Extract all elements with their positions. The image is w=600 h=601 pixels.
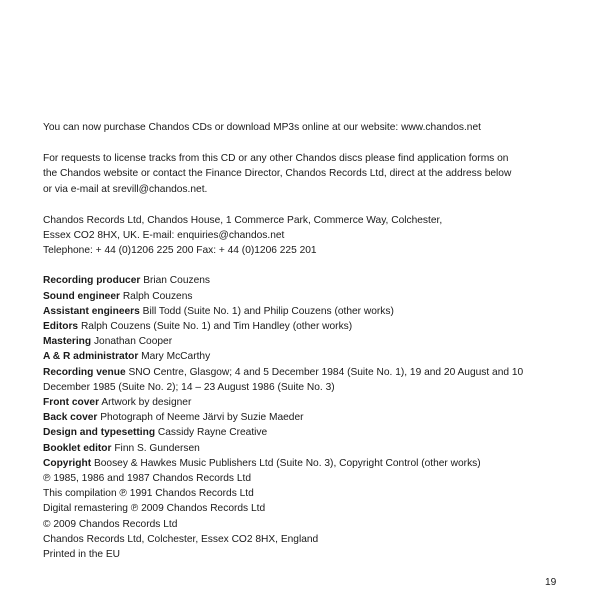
credit-row	[43, 349, 563, 364]
copyright-line: Printed in the EU	[43, 549, 121, 561]
license-paragraph: For requests to license tracks from this CD or any other Chandos discs please find application forms on the Chandos website or contact the Finance Director, Chandos Records Ltd, direct at the address below or via e-mail at srevill@chandos.net.	[43, 153, 512, 195]
credit-row	[43, 273, 563, 288]
copyright-line: ℗ 1985, 1986 and 1987 Chandos Records Ltd	[43, 473, 252, 485]
credit-row	[43, 410, 563, 425]
credits-list	[43, 273, 563, 562]
credit-row	[43, 304, 563, 319]
copyright-line: Digital remastering ℗ 2009 Chandos Records Ltd	[43, 503, 266, 515]
spacer	[43, 197, 563, 213]
credit-label: Assistant engineers	[43, 305, 140, 317]
credit-row	[43, 395, 563, 410]
credit-value: Ralph Couzens (Suite No. 1) and Tim Handley (other works)	[78, 321, 353, 333]
credit-value: Bill Todd (Suite No. 1) and Philip Couzens (other works)	[139, 305, 394, 317]
credit-label: Front cover	[43, 397, 100, 409]
credit-label: Editors	[43, 321, 79, 333]
page-number: 19	[545, 577, 557, 588]
credit-row	[43, 456, 563, 471]
credit-value: Brian Couzens	[140, 275, 211, 287]
credit-value: Artwork by designer	[99, 397, 192, 409]
credit-label: Recording venue	[43, 366, 126, 378]
credit-value: Photograph of Neeme Järvi by Suzie Maeder	[97, 412, 304, 424]
credit-label: A & R administrator	[43, 351, 139, 363]
credit-row	[43, 289, 563, 304]
credit-label: Design and typesetting	[43, 427, 156, 439]
credit-row	[43, 441, 563, 456]
copyright-line: Chandos Records Ltd, Colchester, Essex CO2 8HX, England	[43, 533, 319, 545]
website-line: You can now purchase Chandos CDs or download MP3s online at our website: www.chandos.net	[43, 122, 481, 133]
credit-label: Back cover	[43, 412, 98, 424]
credit-value: Ralph Couzens	[119, 290, 193, 302]
copyright-line: This compilation ℗ 1991 Chandos Records Ltd	[43, 488, 254, 500]
credit-label: Copyright	[43, 457, 92, 469]
credit-label: Sound engineer	[43, 290, 120, 302]
copyright-line: © 2009 Chandos Records Ltd	[43, 518, 178, 530]
credit-value: Mary McCarthy	[138, 351, 211, 363]
spacer	[43, 135, 563, 151]
credit-label: Mastering	[43, 336, 92, 348]
credit-value: Finn S. Gundersen	[111, 442, 200, 454]
credit-label: Booklet editor	[43, 442, 112, 454]
credit-value: Boosey & Hawkes Music Publishers Ltd (Suite No. 3), Copyright Control (other works)	[91, 457, 481, 469]
credit-row	[43, 319, 563, 334]
credit-value: SNO Centre, Glasgow; 4 and 5 December 1984 (Suite No. 1), 19 and 20 August and 10 December 1985 (Suite No. 2); 14 – 23 August 1986 (Suite No. 3)	[43, 366, 524, 393]
credit-label: Recording producer	[43, 275, 141, 287]
spacer	[43, 258, 563, 273]
address-paragraph: Chandos Records Ltd, Chandos House, 1 Commerce Park, Commerce Way, Colchester, Essex CO2 8HX, UK. E-mail: enquiries@chandos.net Telephone: + 44 (0)1206 225 200 Fax: + 44 (0)1206 225 201	[43, 214, 443, 257]
credit-row	[43, 425, 563, 440]
credit-value: Jonathan Cooper	[91, 336, 173, 348]
credit-row	[43, 365, 563, 395]
credits-page-content	[43, 120, 563, 562]
credit-value: Cassidy Rayne Creative	[155, 427, 268, 439]
credit-row	[43, 334, 563, 349]
